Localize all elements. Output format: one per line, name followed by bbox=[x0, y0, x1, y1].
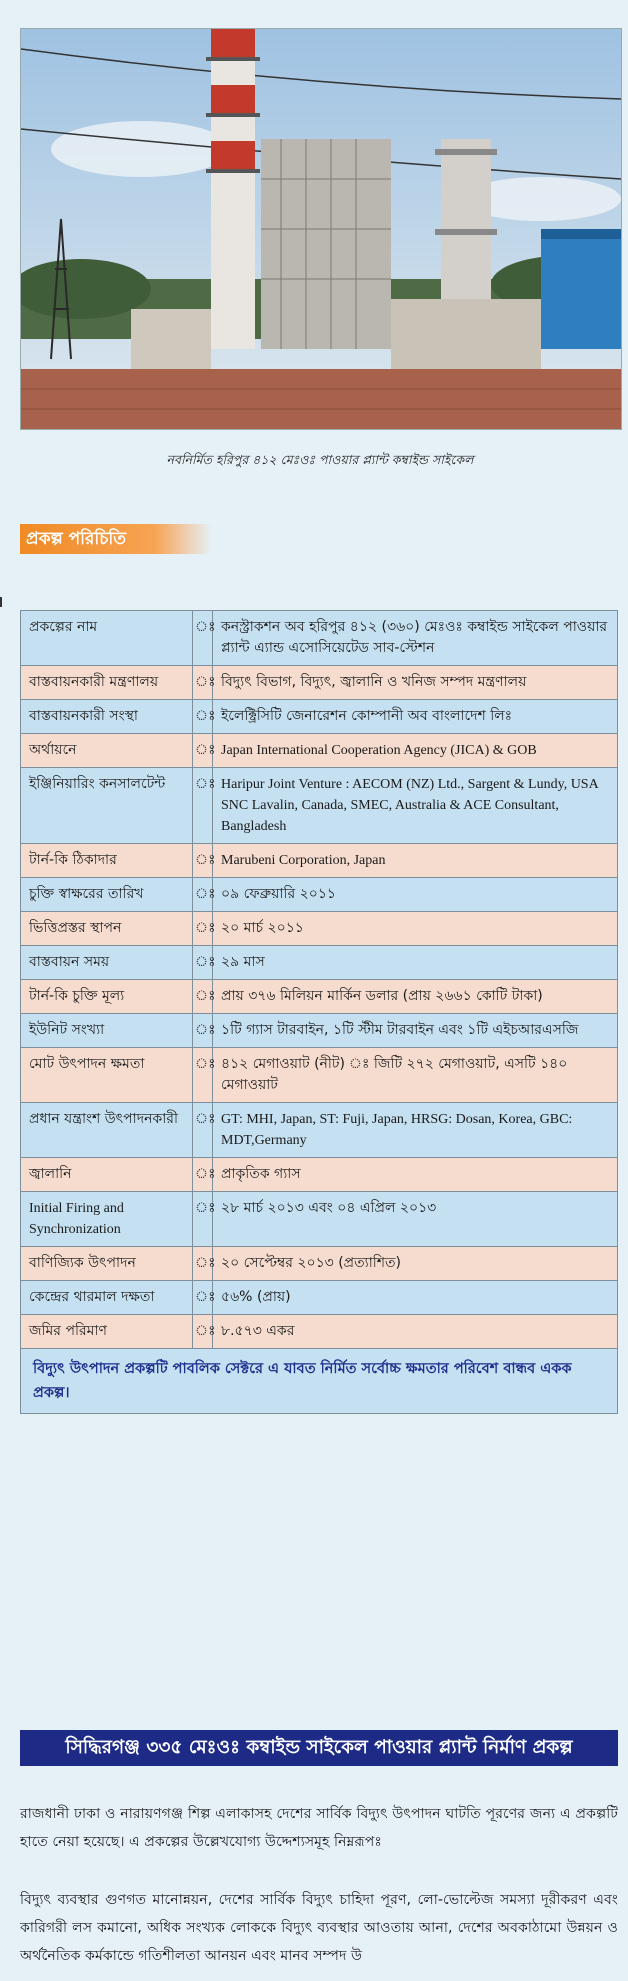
row-separator: ঃ bbox=[193, 1014, 213, 1048]
table-row bbox=[21, 666, 618, 700]
row-separator: ঃ bbox=[193, 1103, 213, 1158]
row-label: ইউনিট সংখ্যা bbox=[21, 1014, 193, 1048]
row-value: প্রাকৃতিক গ্যাস bbox=[213, 1158, 618, 1192]
row-label: টার্ন-কি চুক্তি মূল্য bbox=[21, 980, 193, 1014]
row-value: প্রায় ৩৭৬ মিলিয়ন মার্কিন ডলার (প্রায় ২৬৬১ কোটি টাকা) bbox=[213, 980, 618, 1014]
table-row bbox=[21, 700, 618, 734]
table-row bbox=[21, 734, 618, 768]
row-label: জ্বালানি bbox=[21, 1158, 193, 1192]
row-label: কেন্দ্রের থারমাল দক্ষতা bbox=[21, 1281, 193, 1315]
row-separator: ঃ bbox=[193, 1281, 213, 1315]
row-separator: ঃ bbox=[193, 768, 213, 844]
row-value: Marubeni Corporation, Japan bbox=[213, 844, 618, 878]
table-row bbox=[21, 844, 618, 878]
table-row bbox=[21, 611, 618, 666]
margin-marker bbox=[0, 597, 2, 607]
row-value: Haripur Joint Venture : AECOM (NZ) Ltd., Sargent & Lundy, USA SNC Lavalin, Canada, SMEC, Australia & ACE Consultant, Bangladesh bbox=[213, 768, 618, 844]
photo-caption: নবনির্মিত হরিপুর ৪১২ মেঃওঃ পাওয়ার প্ল্যান্ট কম্বাইন্ড সাইকেল bbox=[166, 452, 474, 467]
table-row bbox=[21, 1103, 618, 1158]
row-separator: ঃ bbox=[193, 1192, 213, 1247]
row-label: অর্থায়নে bbox=[21, 734, 193, 768]
row-separator: ঃ bbox=[193, 611, 213, 666]
row-label: ইঞ্জিনিয়ারিং কনসালটেন্ট bbox=[21, 768, 193, 844]
table-row bbox=[21, 1192, 618, 1247]
table-row bbox=[21, 1158, 618, 1192]
row-value: Japan International Cooperation Agency (JICA) & GOB bbox=[213, 734, 618, 768]
table-row bbox=[21, 1048, 618, 1103]
paragraph-objectives: বিদ্যুৎ ব্যবস্থার গুণগত মানোন্নয়ন, দেশের সার্বিক বিদ্যুৎ চাহিদা পূরণ, লো-ভোল্টেজ সমস্যা দূরীকরণ এবং কারিগরী লস কমানো, অধিক সংখ্যক লোককে বিদ্যুৎ ব্যবস্থার আওতায় আনা, দেশের অবকাঠামো উন্নয়ন ও অর্থনৈতিক কর্মকান্ডে গতিশীলতা আনয়ন এবং মানব সম্পদ উ bbox=[20, 1892, 618, 1964]
row-value: ১টি গ্যাস টারবাইন, ১টি স্টীম টারবাইন এবং ১টি এইচআরএসজি bbox=[213, 1014, 618, 1048]
project-banner: সিদ্ধিরগঞ্জ ৩৩৫ মেঃওঃ কম্বাইন্ড সাইকেল পাওয়ার প্ল্যান্ট নির্মাণ প্রকল্প bbox=[20, 1730, 618, 1766]
table-row bbox=[21, 768, 618, 844]
table-row bbox=[21, 912, 618, 946]
row-separator: ঃ bbox=[193, 844, 213, 878]
row-separator: ঃ bbox=[193, 878, 213, 912]
table-note-row bbox=[21, 1349, 618, 1414]
power-plant-illustration bbox=[21, 29, 621, 429]
row-label: প্রকল্পের নাম bbox=[21, 611, 193, 666]
table-row bbox=[21, 980, 618, 1014]
row-separator: ঃ bbox=[193, 980, 213, 1014]
row-value: GT: MHI, Japan, ST: Fuji, Japan, HRSG: Dosan, Korea, GBC: MDT,Germany bbox=[213, 1103, 618, 1158]
row-separator: ঃ bbox=[193, 700, 213, 734]
row-value: ২৮ মার্চ ২০১৩ এবং ০৪ এপ্রিল ২০১৩ bbox=[213, 1192, 618, 1247]
row-value: ২৯ মাস bbox=[213, 946, 618, 980]
row-label: বাস্তবায়নকারী সংস্থা bbox=[21, 700, 193, 734]
row-label: মোট উৎপাদন ক্ষমতা bbox=[21, 1048, 193, 1103]
table-row bbox=[21, 946, 618, 980]
row-label: জমির পরিমাণ bbox=[21, 1315, 193, 1349]
row-separator: ঃ bbox=[193, 1247, 213, 1281]
power-plant-photo bbox=[20, 28, 622, 430]
project-info-table bbox=[20, 610, 618, 1414]
row-value: বিদ্যুৎ বিভাগ, বিদ্যুৎ, জ্বালানি ও খনিজ সম্পদ মন্ত্রণালয় bbox=[213, 666, 618, 700]
table-row bbox=[21, 1281, 618, 1315]
row-value: ৮.৫৭৩ একর bbox=[213, 1315, 618, 1349]
row-separator: ঃ bbox=[193, 666, 213, 700]
row-label: টার্ন-কি ঠিকাদার bbox=[21, 844, 193, 878]
row-separator: ঃ bbox=[193, 946, 213, 980]
table-row bbox=[21, 878, 618, 912]
row-label: বাস্তবায়ন সময় bbox=[21, 946, 193, 980]
row-label: বাণিজ্যিক উৎপাদন bbox=[21, 1247, 193, 1281]
row-value: ৫৬% (প্রায়) bbox=[213, 1281, 618, 1315]
paragraph-intro: রাজধানী ঢাকা ও নারায়ণগঞ্জ শিল্প এলাকাসহ দেশের সার্বিক বিদ্যুৎ উৎপাদন ঘাটতি পূরণের জন্য এ প্রকল্পটি হাতে নেয়া হয়েছে। এ প্রকল্পের উল্লেখযোগ্য উদ্দেশ্যসমূহ নিম্নরূপঃ bbox=[20, 1806, 618, 1850]
row-value: কনস্ট্রাকশন অব হরিপুর ৪১২ (৩৬০) মেঃওঃ কম্বাইন্ড সাইকেল পাওয়ার প্ল্যান্ট এ্যান্ড এসোসিয়েটেড সাব-স্টেশন bbox=[213, 611, 618, 666]
row-label: ভিত্তিপ্রস্তর স্থাপন bbox=[21, 912, 193, 946]
row-value: ২০ সেপ্টেম্বর ২০১৩ (প্রত্যাশিত) bbox=[213, 1247, 618, 1281]
table-note: বিদ্যুৎ উৎপাদন প্রকল্পটি পাবলিক সেক্টরে এ যাবত নির্মিত সর্বোচ্চ ক্ষমতার পরিবেশ বান্ধব একক প্রকল্প। bbox=[21, 1349, 618, 1414]
row-label: প্রধান যন্ত্রাংশ উৎপাদনকারী bbox=[21, 1103, 193, 1158]
row-label: বাস্তবায়নকারী মন্ত্রণালয় bbox=[21, 666, 193, 700]
table-row bbox=[21, 1014, 618, 1048]
row-value: ইলেক্ট্রিসিটি জেনারেশন কোম্পানী অব বাংলাদেশ লিঃ bbox=[213, 700, 618, 734]
table-row bbox=[21, 1247, 618, 1281]
row-label: Initial Firing and Synchronization bbox=[21, 1192, 193, 1247]
row-label: চুক্তি স্বাক্ষরের তারিখ bbox=[21, 878, 193, 912]
row-separator: ঃ bbox=[193, 1315, 213, 1349]
row-value: ০৯ ফেব্রুয়ারি ২০১১ bbox=[213, 878, 618, 912]
row-separator: ঃ bbox=[193, 1048, 213, 1103]
row-value: ৪১২ মেগাওয়াট (নীট) ঃ জিটি ২৭২ মেগাওয়াট, এসটি ১৪০ মেগাওয়াট bbox=[213, 1048, 618, 1103]
row-separator: ঃ bbox=[193, 912, 213, 946]
section-title: প্রকল্প পরিচিতি bbox=[20, 524, 212, 554]
row-separator: ঃ bbox=[193, 1158, 213, 1192]
row-value: ২০ মার্চ ২০১১ bbox=[213, 912, 618, 946]
table-row bbox=[21, 1315, 618, 1349]
row-separator: ঃ bbox=[193, 734, 213, 768]
